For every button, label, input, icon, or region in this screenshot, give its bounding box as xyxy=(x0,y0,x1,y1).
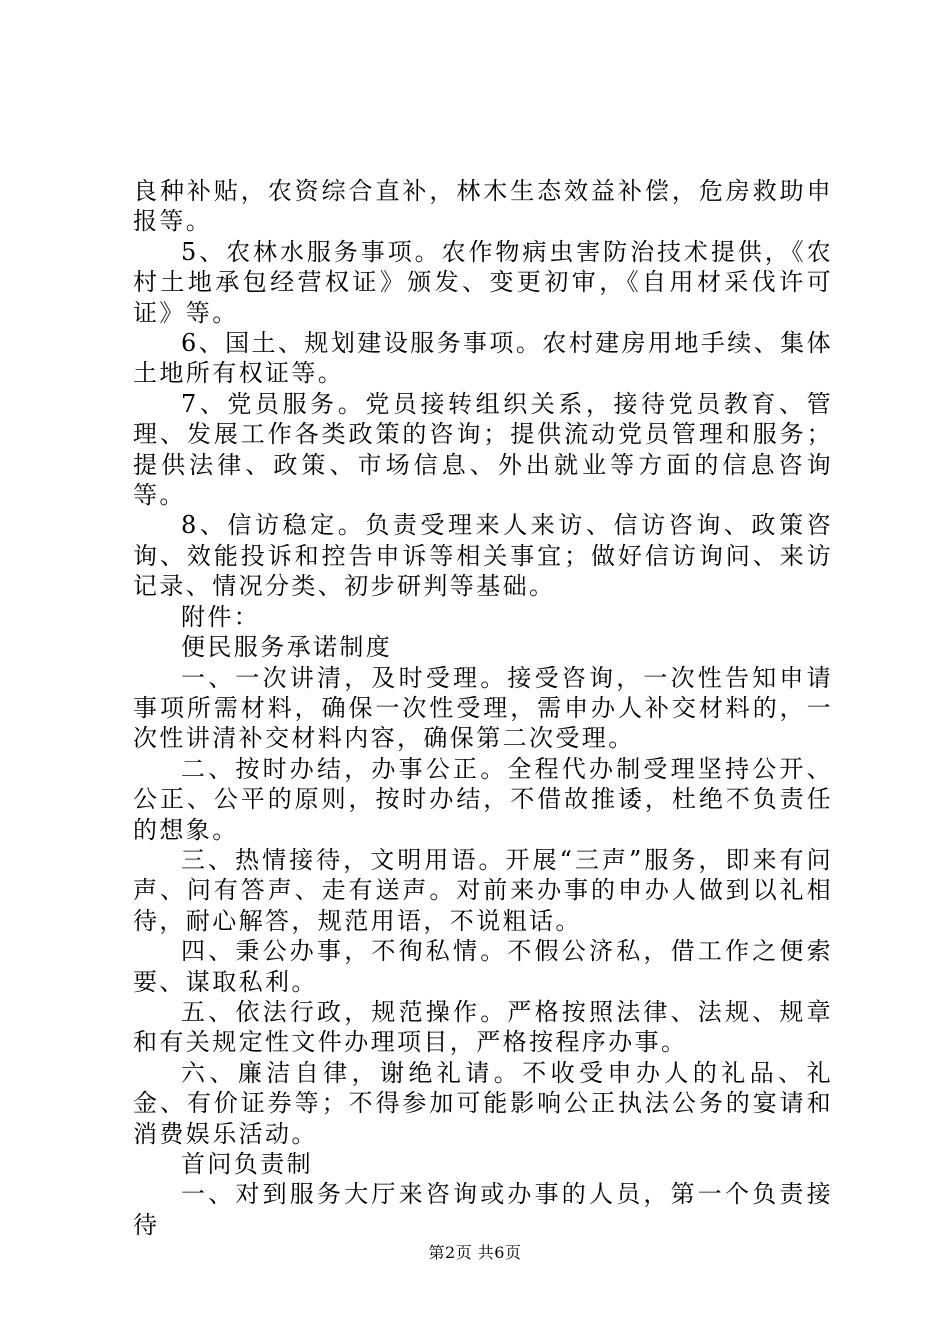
page-footer: 第2页 共6页 xyxy=(428,1243,522,1262)
commitment-item-1: 一、一次讲清，及时受理。接受咨询，一次性告知申请事项所需材料，确保一次性受理，需申办人补交材料的，一次性讲清补交材料内容，确保第二次受理。 xyxy=(133,663,833,753)
paragraph-item-6: 6、国土、规划建设服务事项。农村建房用地手续、集体土地所有权证等。 xyxy=(133,329,833,388)
attachment-label: 附件： xyxy=(181,602,261,631)
commitment-item-2: 二、按时办结，办事公正。全程代办制受理坚持公开、公正、公平的原则，按时办结，不借故推诿，杜绝不负责任的想象。 xyxy=(133,754,833,844)
first-responsibility-item-1: 一、对到服务大厅来咨询或办事的人员，第一个负责接待 xyxy=(133,1180,833,1239)
paragraph-item-5: 5、农林水服务事项。农作物病虫害防治技术提供，《农村土地承包经营权证》颁发、变更初审，《自用材采伐许可证》等。 xyxy=(133,237,833,327)
paragraph-continuation: 良种补贴，农资综合直补，林木生态效益补偿，危房救助申报等。 xyxy=(133,177,833,236)
commitment-item-5: 五、依法行政，规范操作。严格按照法律、法规、规章和有关规定性文件办理项目，严格按程序办事。 xyxy=(133,997,833,1057)
document-body xyxy=(133,176,833,1240)
paragraph-item-8: 8、信访稳定。负责受理来人来访、信访咨询、政策咨询、效能投诉和控告申诉等相关事宜；做好信访询问、来访记录、情况分类、初步研判等基础。 xyxy=(133,511,833,601)
commitment-item-4: 四、秉公办事，不徇私情。不假公济私，借工作之便索要、谋取私利。 xyxy=(133,937,833,996)
paragraph-item-7: 7、党员服务。党员接转组织关系，接待党员教育、管理、发展工作各类政策的咨询；提供流动党员管理和服务；提供法律、政策、市场信息、外出就业等方面的信息咨询等。 xyxy=(133,389,833,510)
section-heading-first-responsibility: 首问负责制 xyxy=(181,1150,313,1178)
commitment-item-6: 六、廉洁自律，谢绝礼请。不收受申办人的礼品、礼金、有价证券等；不得参加可能影响公正执法公务的宴请和消费娱乐活动。 xyxy=(133,1058,833,1148)
section-heading-commitment: 便民服务承诺制度 xyxy=(181,633,393,662)
commitment-item-3: 三、热情接待，文明用语。开展“三声”服务，即来有问声、问有答声、走有送声。对前来办事的申办人做到以礼相待，耐心解答，规范用语，不说粗话。 xyxy=(133,845,833,935)
